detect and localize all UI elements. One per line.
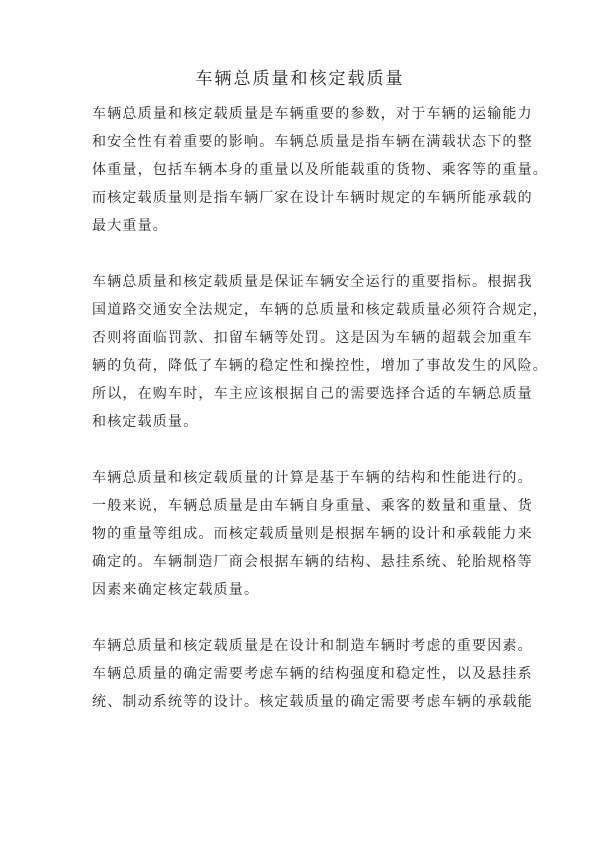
paragraph-line: 否则将面临罚款、扣留车辆等处罚。这是因为车辆的超载会加重车 — [92, 330, 533, 346]
paragraph-4 — [92, 632, 533, 716]
paragraph-line: 最大重量。 — [92, 218, 168, 234]
paragraph-line: 车辆总质量和核定载质量是在设计和制造车辆时考虑的重要因素。 — [92, 638, 533, 654]
document-title: 车辆总质量和核定载质量 — [195, 69, 405, 89]
paragraph-line: 车辆总质量和核定载质量的计算是基于车辆的结构和性能进行的。 — [92, 470, 533, 486]
paragraph-2 — [92, 268, 548, 436]
paragraph-line: 辆的负荷，降低了车辆的稳定性和操控性，增加了事故发生的风险。 — [92, 358, 548, 374]
paragraph-line: 车辆总质量和核定载质量是车辆重要的参数，对于车辆的运输能力 — [92, 106, 533, 122]
paragraph-line: 和安全性有着重要的影响。车辆总质量是指车辆在满载状态下的整 — [92, 134, 533, 150]
paragraph-line: 体重量，包括车辆本身的重量以及所能载重的货物、乘客等的重量。 — [92, 162, 548, 178]
paragraph-line: 车辆总质量和核定载质量是保证车辆安全运行的重要指标。根据我 — [92, 274, 533, 290]
paragraph-3 — [92, 464, 533, 604]
paragraph-line: 确定的。车辆制造厂商会根据车辆的结构、悬挂系统、轮胎规格等 — [92, 554, 533, 570]
paragraph-line: 因素来确定核定载质量。 — [92, 582, 260, 598]
paragraph-line: 一般来说，车辆总质量是由车辆自身重量、乘客的数量和重量、货 — [92, 498, 533, 514]
paragraph-line: 物的重量等组成。而核定载质量则是根据车辆的设计和承载能力来 — [92, 526, 533, 542]
paragraph-line: 所以，在购车时，车主应该根据自己的需要选择合适的车辆总质量 — [92, 386, 533, 402]
paragraph-line: 车辆总质量的确定需要考虑车辆的结构强度和稳定性，以及悬挂系 — [92, 666, 533, 682]
paragraph-line: 而核定载质量则是指车辆厂家在设计车辆时规定的车辆所能承载的 — [92, 190, 533, 206]
paragraph-1 — [92, 100, 548, 240]
paragraph-line: 国道路交通安全法规定，车辆的总质量和核定载质量必须符合规定， — [92, 302, 548, 318]
document-body — [92, 100, 548, 744]
paragraph-line: 和核定载质量。 — [92, 414, 199, 430]
paragraph-line: 统、制动系统等的设计。核定载质量的确定需要考虑车辆的承载能 — [92, 694, 533, 710]
